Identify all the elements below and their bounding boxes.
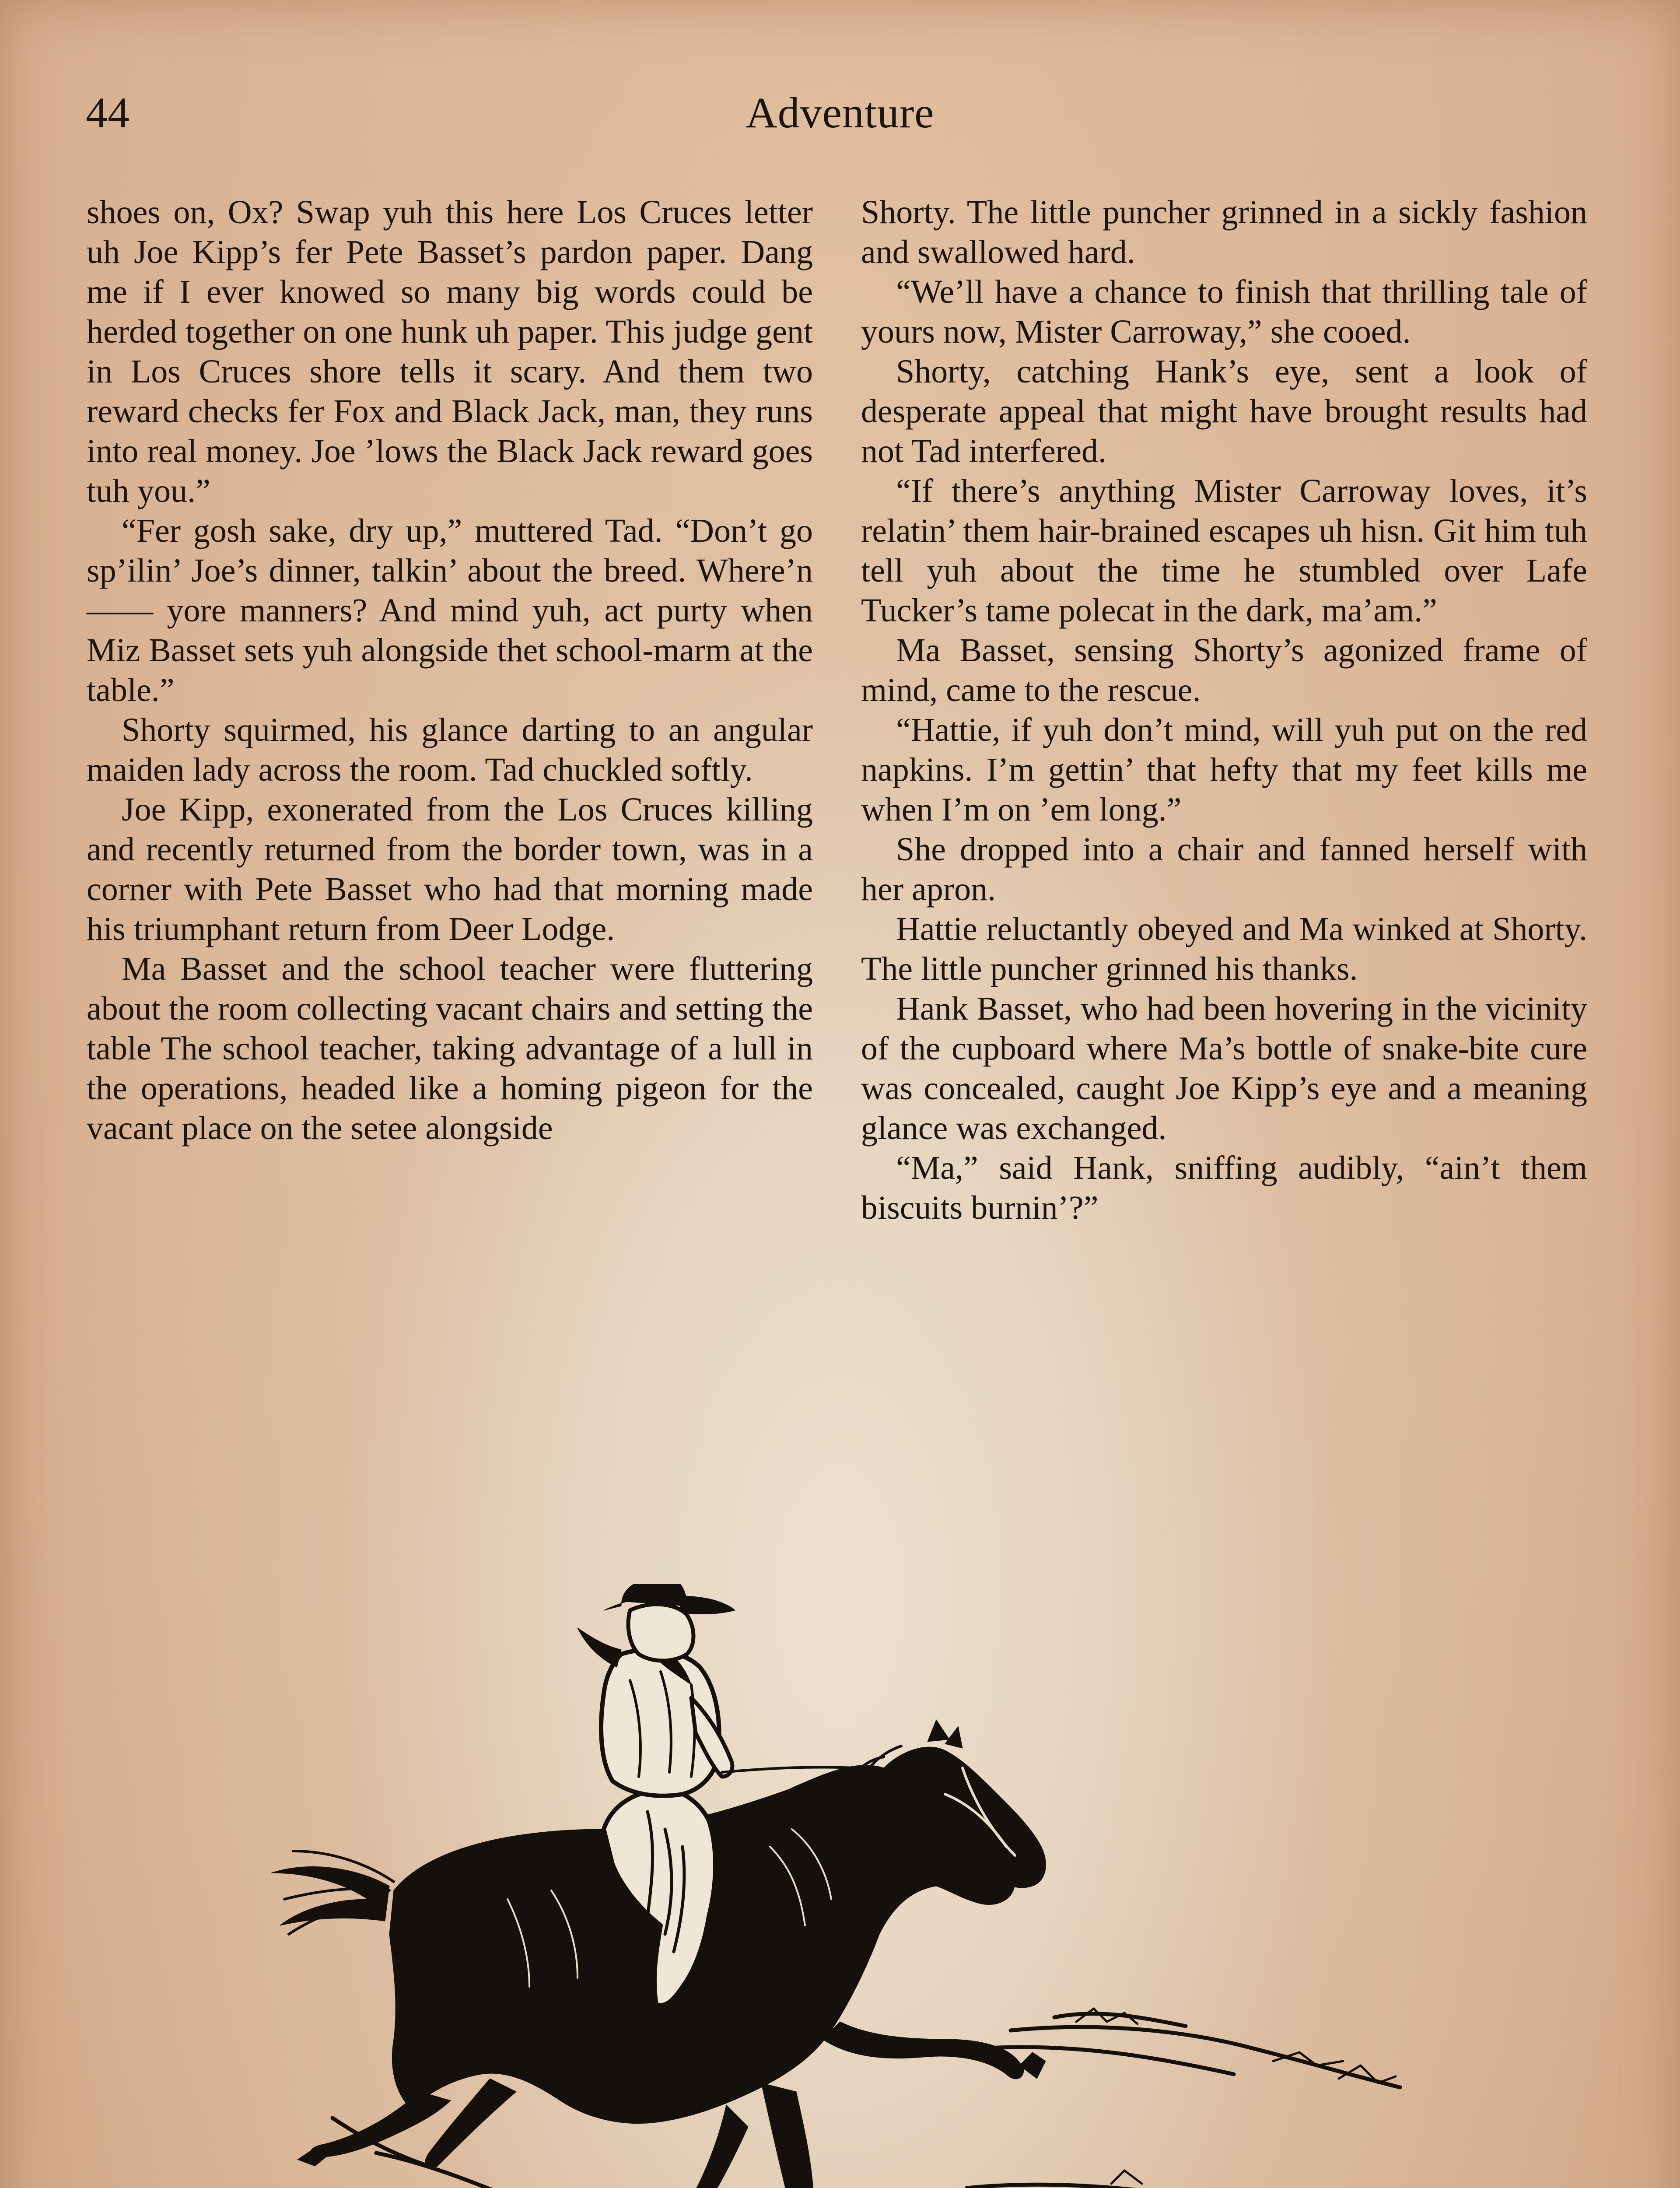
paragraph: “Ma,” said Hank, sniffing audibly, “ain’t them biscuits burnin’?” [861,1150,1587,1226]
paragraph: “If there’s anything Mister Carroway loves, it’s relatin’ them hair-brained escapes uh hisn. Git him tuh tell yuh about the time he stumbled over Lafe Tucker’s tame polecat in the dark, ma’am.” [861,473,1587,629]
paragraph: shoes on, Ox? Swap yuh this here Los Cruces letter uh Joe Kipp’s fer Pete Basset’s pardon paper. Dang me if I ever knowed so many big words could be herded together on one hunk uh paper. This judge gent in Los Cruces shore tells it scary. And them two reward checks fer Fox and Black Jack, man, they runs into real money. Joe ’lows the Black Jack reward goes tuh you.” [87,194,813,509]
paragraph: Hattie reluctantly obeyed and Ma winked at Shorty. The little puncher grinned his thanks. [861,911,1587,987]
paragraph: Shorty squirmed, his glance darting to an angular maiden lady across the room. Tad chuckled softly. [87,712,813,788]
horse-rider-illustration [245,1584,1470,2188]
page-number: 44 [86,88,130,137]
running-head-title: Adventure [746,88,934,137]
text-column-left [87,193,813,1148]
text-column-right [861,193,1587,1228]
paragraph: Joe Kipp, exonerated from the Los Cruces killing and recently returned from the border town, was in a corner with Pete Basset who had that morning made his triumphant return from Deer Lodge. [87,791,813,947]
paragraph: Shorty, catching Hank’s eye, sent a look of desperate appeal that might have brought results had not Tad interfered. [861,353,1587,470]
paragraph: Hank Basset, who had been hovering in the vicinity of the cupboard where Ma’s bottle of snake-bite cure was concealed, caught Joe Kipp’s eye and a meaning glance was exchanged. [861,990,1587,1147]
paragraph: “Hattie, if yuh don’t mind, will yuh put on the red napkins. I’m gettin’ that hefty that my feet kills me when I’m on ’em long.” [861,712,1587,828]
paragraph: Ma Basset and the school teacher were fluttering about the room collecting vacant chairs and setting the table The school teacher, taking advantage of a lull in the operations, headed like a homing pigeon for the vacant place on the setee alongside [87,950,813,1147]
paragraph: “We’ll have a chance to finish that thrilling tale of yours now, Mister Carroway,” she cooed. [861,274,1587,350]
paragraph: “Fer gosh sake, dry up,” muttered Tad. “Don’t go sp’ilin’ Joe’s dinner, talkin’ about the breed. Where’n —— yore manners? And mind yuh, act purty when Miz Basset sets yuh alongside thet school-marm at the table.” [87,512,813,708]
paragraph: She dropped into a chair and fanned herself with her apron. [861,831,1587,908]
paragraph: Ma Basset, sensing Shorty’s agonized frame of mind, came to the rescue. [861,632,1587,708]
paragraph: Shorty. The little puncher grinned in a sickly fashion and swallowed hard. [861,194,1587,270]
